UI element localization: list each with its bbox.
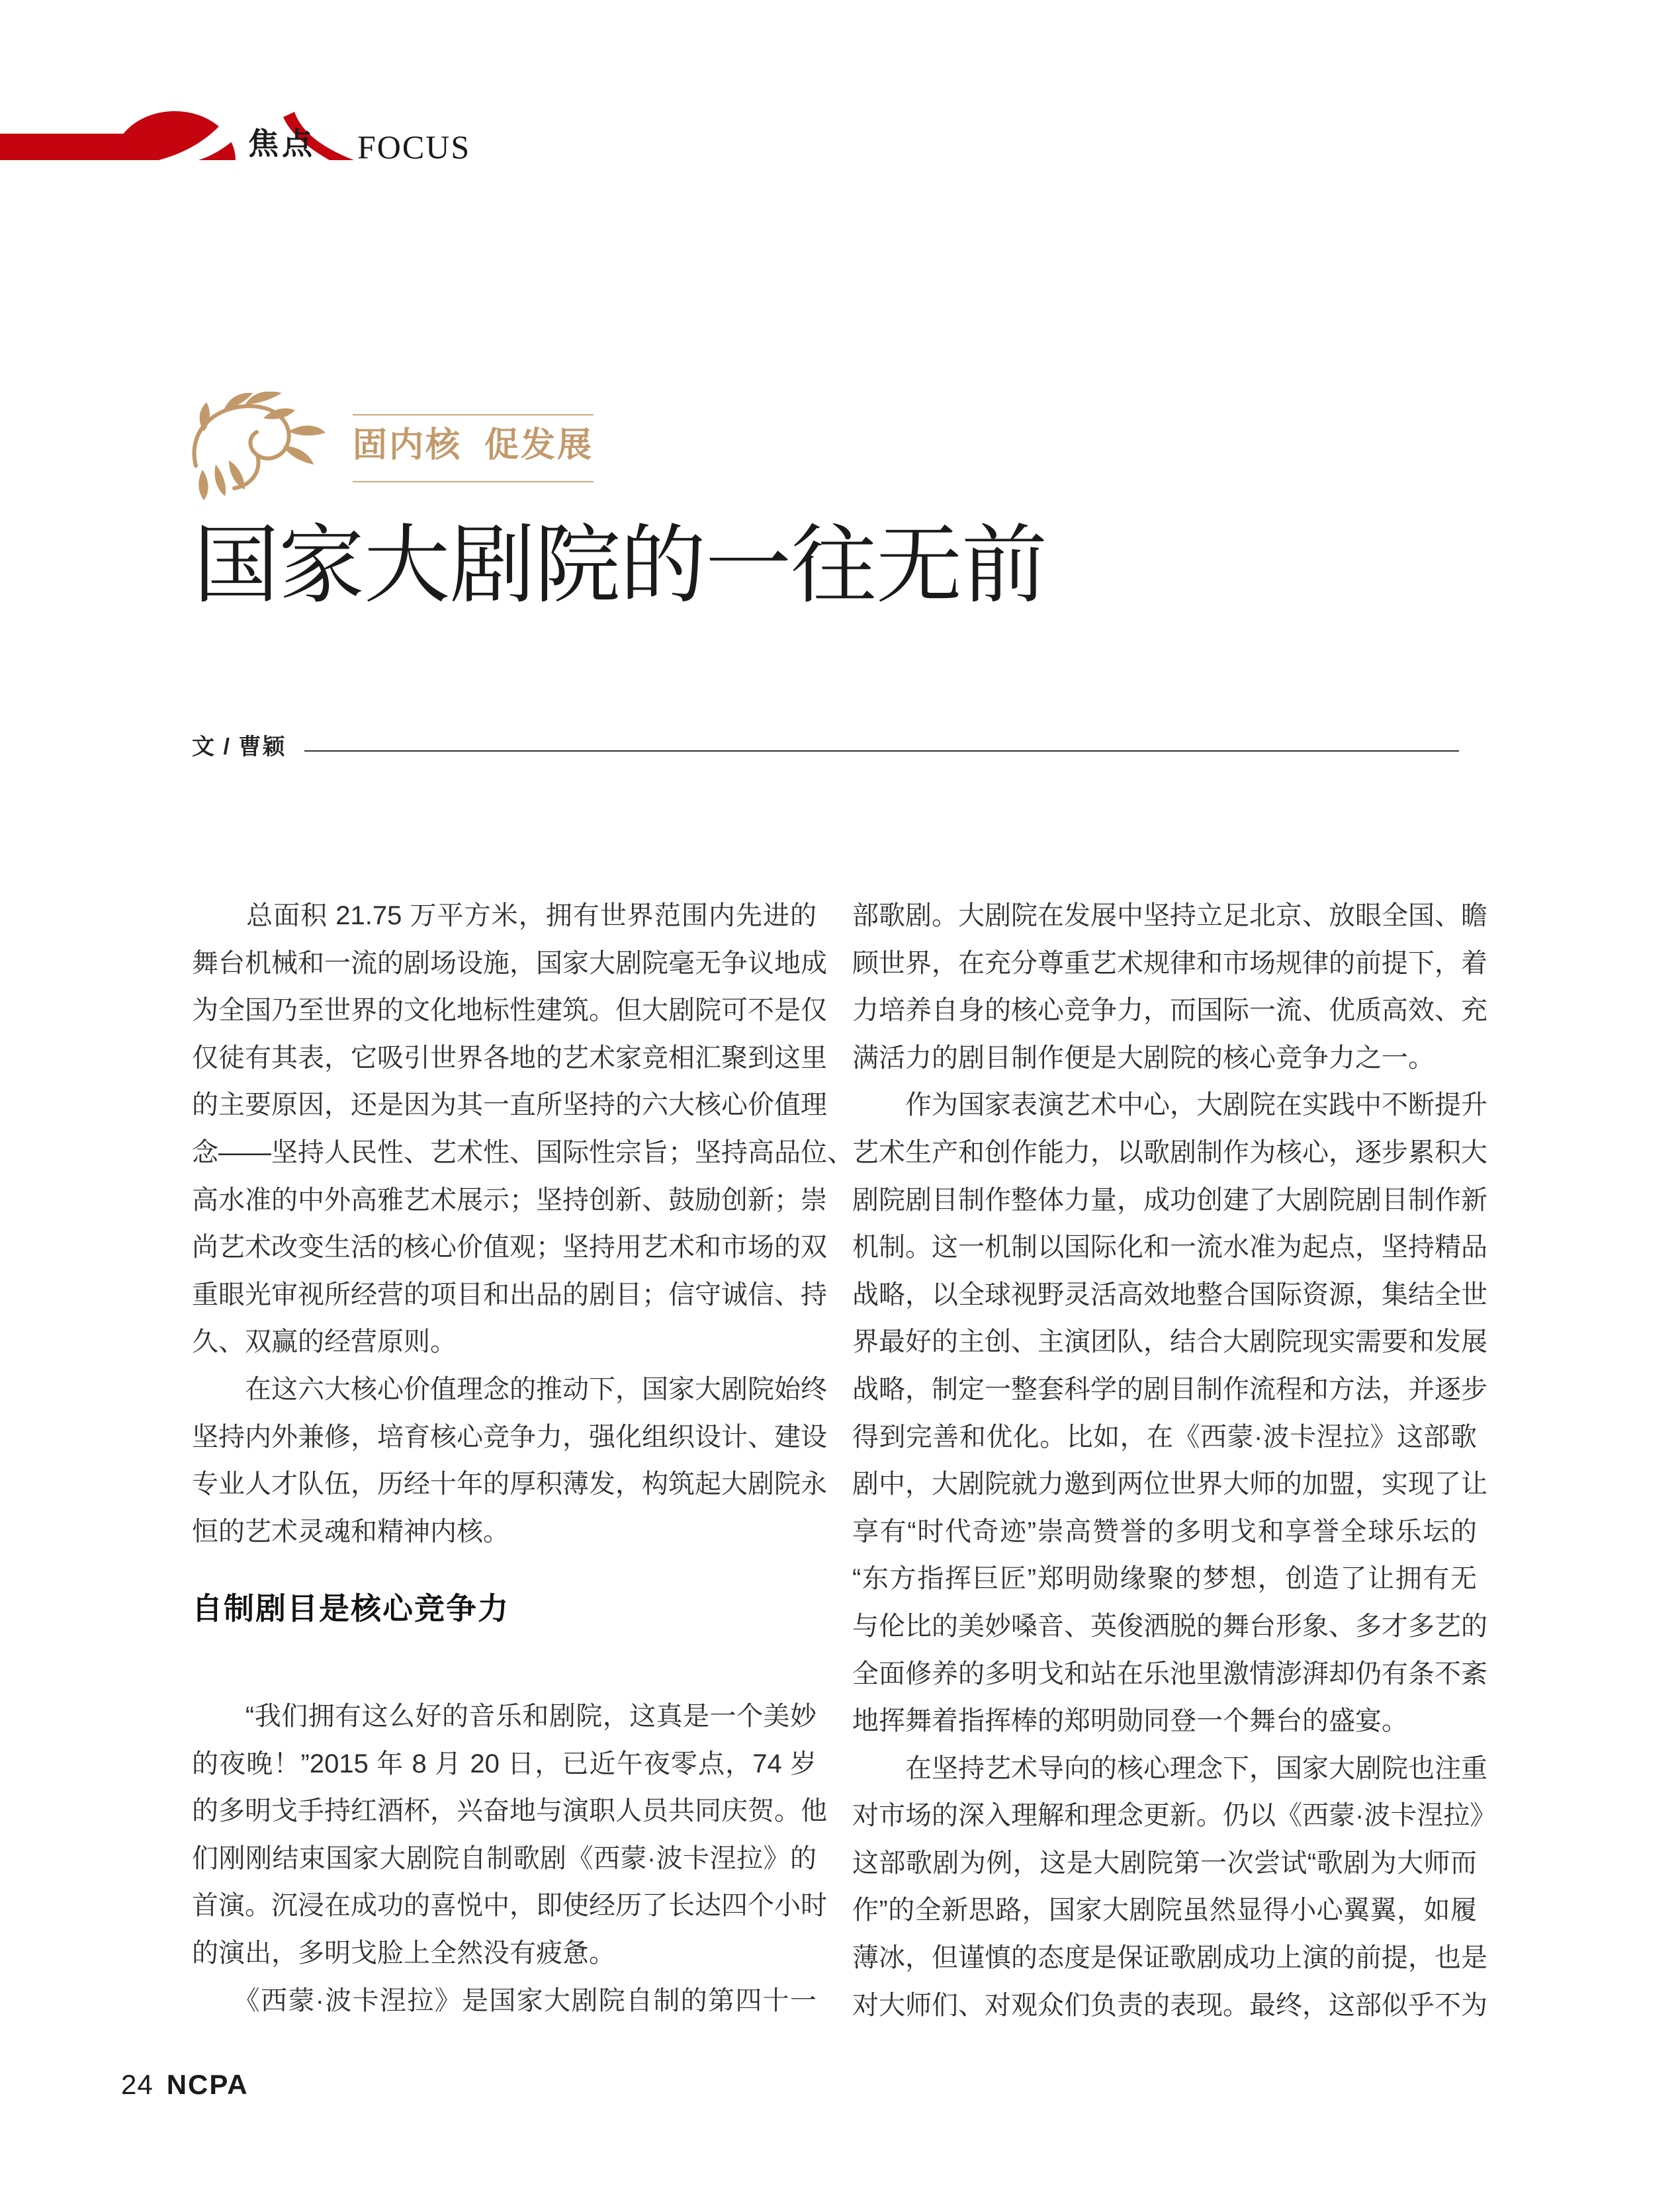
text-line: 得到完善和优化。比如，在《西蒙·波卡涅拉》这部歌 [852,1422,1477,1452]
text-line: 的演出，多明戈脸上全然没有疲惫。 [192,1938,615,1968]
text-line: 尚艺术改变生活的核心价值观；坚持用艺术和市场的双 [192,1233,827,1262]
text-line: 念——坚持人民性、艺术性、国际性宗旨；坚持高品位、 [192,1137,854,1167]
text-line: 与伦比的美妙嗓音、英俊洒脱的舞台形象、多才多艺的 [852,1611,1487,1641]
text-line: 剧院剧目制作整体力量，成功创建了大剧院剧目制作新 [852,1185,1487,1215]
section-label-cn: 焦点 [248,126,316,161]
text-line: 享有“时代奇迹”崇高赞誉的多明戈和享誉全球乐坛的 [852,1516,1477,1546]
text-line: 战略，以全球视野灵活高效地整合国际资源，集结全世 [852,1280,1487,1309]
text-line: 地挥舞着指挥棒的郑明勋同登一个舞台的盛宴。 [852,1706,1408,1736]
section-label-en: FOCUS [357,128,471,165]
byline: 文 / 曹颖 [192,734,287,760]
text-line: 作为国家表演艺术中心，大剧院在实践中不断提升 [852,1090,1487,1120]
kicker-label: 固内核 促发展 [353,427,594,464]
page-number: 24 [121,2069,154,2100]
left-column-block-1 [192,893,854,1555]
text-line: 舞台机械和一流的剧场设施，国家大剧院毫无争议地成 [192,948,827,978]
text-line: 《西蒙·波卡涅拉》是国家大剧院自制的第四十一 [192,1986,817,2015]
section-heading: 自制剧目是核心竞争力 [192,1591,509,1626]
kicker-rule-top [353,414,594,416]
text-line: 界最好的主创、主演团队，结合大剧院现实需要和发展 [852,1327,1487,1357]
text-line: 坚持内外兼修，培育核心竞争力，强化组织设计、建设 [192,1422,827,1452]
text-line: 在这六大核心价值理念的推动下，国家大剧院始终 [192,1374,827,1404]
text-line: 专业人才队伍，历经十年的厚积薄发，构筑起大剧院永 [192,1469,827,1499]
text-line: 的夜晚！”2015 年 8 月 20 日，已近午夜零点，74 岁 [192,1749,817,1778]
text-line: 的主要原因，还是因为其一直所坚持的六大核心价值理 [192,1090,827,1120]
text-line: “我们拥有这么好的音乐和剧院，这真是一个美妙 [192,1702,817,1731]
text-line: 首演。沉浸在成功的喜悦中，即使经历了长达四个小时 [192,1891,827,1921]
text-line: 的多明戈手持红酒杯，兴奋地与演职人员共同庆贺。他 [192,1796,827,1826]
text-line: 对市场的深入理解和理念更新。仍以《西蒙·波卡涅拉》 [852,1801,1497,1831]
text-line: 为全国乃至世界的文化地标性建筑。但大剧院可不是仅 [192,996,827,1026]
text-line: 这部歌剧为例，这是大剧院第一次尝试“歌剧为大师而 [852,1848,1477,1878]
kicker-rule-bottom [353,481,594,482]
text-line: 高水准的中外高雅艺术展示；坚持创新、鼓励创新；崇 [192,1185,827,1215]
text-line: 薄冰，但谨慎的态度是保证歌剧成功上演的前提，也是 [852,1943,1487,1973]
text-line: 在坚持艺术导向的核心理念下，国家大剧院也注重 [852,1753,1487,1783]
text-line: 恒的艺术灵魂和精神内核。 [192,1516,509,1546]
page-title: 国家大剧院的一往无前 [193,519,1047,614]
text-line: 总面积 21.75 万平方米，拥有世界范围内先进的 [192,901,817,930]
text-line: 们刚刚结束国家大剧院自制歌剧《西蒙·波卡涅拉》的 [192,1843,817,1873]
text-line: 仅徒有其表，它吸引世界各地的艺术家竞相汇聚到这里 [192,1043,827,1072]
text-line: 剧中，大剧院就力邀到两位世界大师的加盟，实现了让 [852,1469,1487,1499]
text-line: 顾世界，在充分尊重艺术规律和市场规律的前提下，着 [852,948,1487,978]
text-line: 战略，制定一整套科学的剧目制作流程和方法，并逐步 [852,1374,1487,1404]
text-line: 满活力的剧目制作便是大剧院的核心竞争力之一。 [852,1043,1435,1072]
text-line: 机制。这一机制以国际化和一流水准为起点，坚持精品 [852,1233,1487,1262]
text-line: 部歌剧。大剧院在发展中坚持立足北京、放眼全国、瞻 [852,901,1487,930]
red-bar [0,134,126,160]
text-line: 久、双赢的经营原则。 [192,1327,457,1357]
text-line: 力培养自身的核心竞争力，而国际一流、优质高效、充 [852,996,1487,1026]
right-column [852,893,1497,2029]
journal-name: NCPA [166,2069,249,2100]
text-line: “东方指挥巨匠”郑明勋缘聚的梦想，创造了让拥有无 [852,1564,1477,1594]
text-line: 全面修养的多明戈和站在乐池里激情澎湃却仍有条不紊 [852,1659,1487,1688]
text-line: 作”的全新思路，国家大剧院虽然显得小心翼翼，如履 [852,1896,1477,1925]
page-footer [121,2071,249,2099]
text-line: 艺术生产和创作能力，以歌剧制作为核心，逐步累积大 [852,1137,1487,1167]
text-line: 重眼光审视所经营的项目和出品的剧目；信守诚信、持 [192,1280,827,1309]
text-line: 对大师们、对观众们负责的表现。最终，这部似乎不为 [852,1990,1487,2020]
floral-flourish-icon [184,392,336,504]
byline-rule [304,750,1459,752]
left-column-block-2 [192,1693,827,2025]
